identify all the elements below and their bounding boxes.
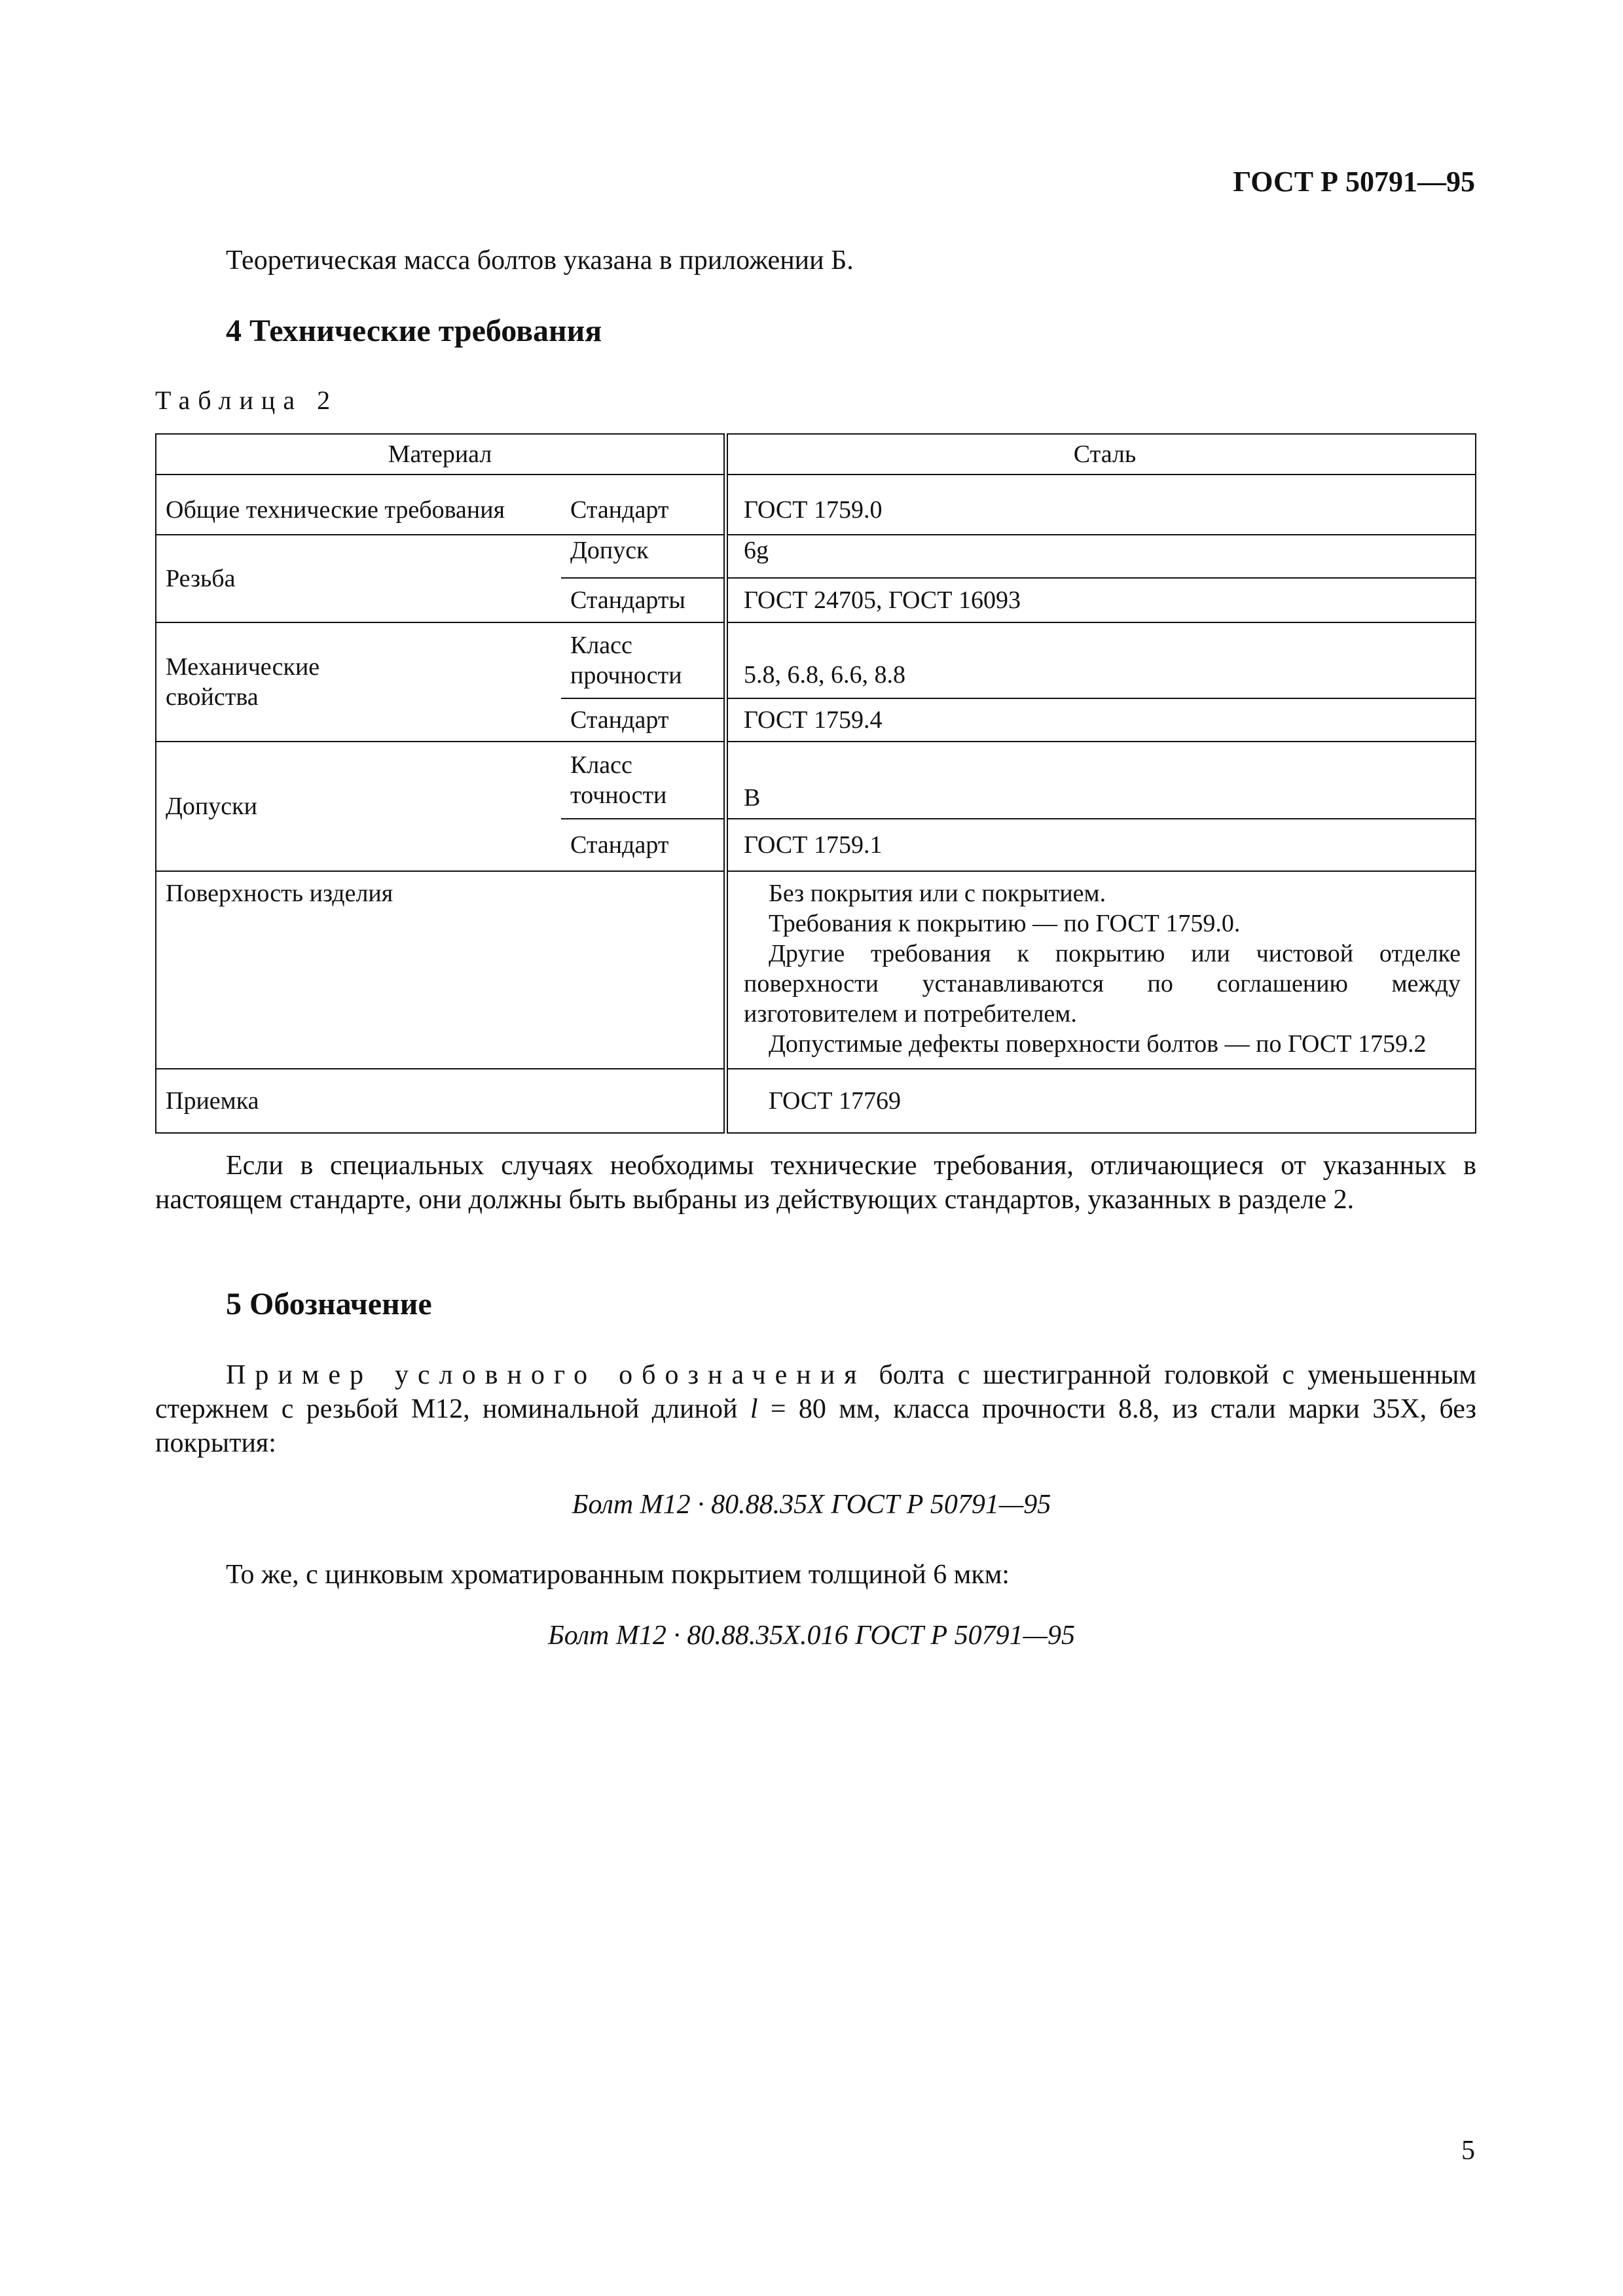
table-row (156, 1069, 1476, 1133)
row-value-thread-standards: ГОСТ 24705, ГОСТ 16093 (726, 578, 1476, 622)
row-label-thread: Резьба (156, 535, 561, 622)
section-4-title: 4 Технические требования (226, 314, 602, 348)
row-label-general: Общие технические требования (156, 475, 561, 535)
example-lead: Пример условного обозначения (226, 1360, 866, 1390)
row-sub-thread-tolerance: Допуск (561, 535, 726, 578)
row-label-tolerances: Допуски (156, 742, 561, 871)
row-sub-mechanical-standard: Стандарт (561, 698, 726, 742)
accuracy-class-line1: Класс (570, 751, 632, 779)
header-material: Материал (156, 434, 726, 475)
row-sub-general: Стандарт (561, 475, 726, 535)
table-row (156, 535, 1476, 578)
accuracy-class-line2: точности (570, 781, 667, 809)
strength-class-line1: Класс (570, 632, 632, 659)
strength-class-line2: прочности (570, 662, 682, 689)
surface-line-4: Допустимые дефекты поверхности болтов — по ГОСТ 1759.2 (769, 1030, 1427, 1058)
surface-line-2: Требования к покрытию — по ГОСТ 1759.0. (769, 910, 1241, 937)
section-5-title: 5 Обозначение (226, 1287, 432, 1321)
row-value-thread-tolerance: 6g (726, 535, 1476, 578)
table-row (156, 475, 1476, 535)
row-value-accuracy-class: B (726, 742, 1476, 819)
row-sub-accuracy-class (561, 742, 726, 819)
row-value-mechanical-standard: ГОСТ 1759.4 (726, 698, 1476, 742)
document-code: ГОСТ Р 50791—95 (1233, 166, 1475, 198)
same-paragraph: То же, с цинковым хроматированным покрытием толщиной 6 мкм: (226, 1560, 1010, 1590)
surface-line-1: Без покрытия или с покрытием. (769, 880, 1106, 907)
table-row (156, 742, 1476, 819)
header-steel: Сталь (726, 434, 1476, 475)
table-label: Таблица 2 (155, 386, 338, 415)
example-text: болта с шестигранной головкой с уменьшенным стержнем с резьбой М12, номинальной длиной (155, 1360, 1476, 1424)
example-paragraph (155, 1358, 1476, 1460)
row-sub-tolerance-standard: Стандарт (561, 819, 726, 871)
surface-line-3: Другие требования к покрытию или чистовой отделке поверхности устанавливаются по соглашению между изготовителем и потребителем. (744, 940, 1461, 1028)
row-label-acceptance: Приемка (156, 1069, 726, 1133)
row-label-surface: Поверхность изделия (156, 871, 726, 1069)
designation-formula-2: Болт М12 · 80.88.35Х.016 ГОСТ Р 50791—95 (547, 1621, 1076, 1651)
length-symbol: l (750, 1394, 758, 1424)
row-label-mechanical-line1: Механические (166, 653, 320, 681)
row-value-general: ГОСТ 1759.0 (726, 475, 1476, 535)
row-label-mechanical-line2: свойства (166, 683, 259, 711)
row-label-mechanical (156, 622, 561, 742)
requirements-table (155, 433, 1476, 1134)
row-value-strength-class: 5.8, 6.8, 6.6, 8.8 (726, 622, 1476, 698)
table-row (156, 622, 1476, 698)
table-header-row (156, 434, 1476, 475)
row-value-acceptance: ГОСТ 17769 (726, 1069, 1476, 1133)
designation-formula-1: Болт М12 · 80.88.35Х ГОСТ Р 50791—95 (572, 1490, 1051, 1520)
row-sub-strength-class (561, 622, 726, 698)
intro-paragraph: Теоретическая масса болтов указана в приложении Б. (226, 245, 854, 276)
example-text-2: = 80 мм, класса прочности 8.8, из стали марки 35Х, без покрытия: (155, 1394, 1476, 1458)
row-sub-thread-standards: Стандарты (561, 578, 726, 622)
after-table-paragraph: Если в специальных случаях необходимы технические требования, отличающиеся от указанных в настоящем стандарте, они должны быть выбраны из действующих стандартов, указанных в разделе 2. (155, 1151, 1476, 1215)
page-number: 5 (1461, 2136, 1475, 2166)
row-value-tolerance-standard: ГОСТ 1759.1 (726, 819, 1476, 871)
table-row (156, 871, 1476, 1069)
row-value-surface (726, 871, 1476, 1069)
